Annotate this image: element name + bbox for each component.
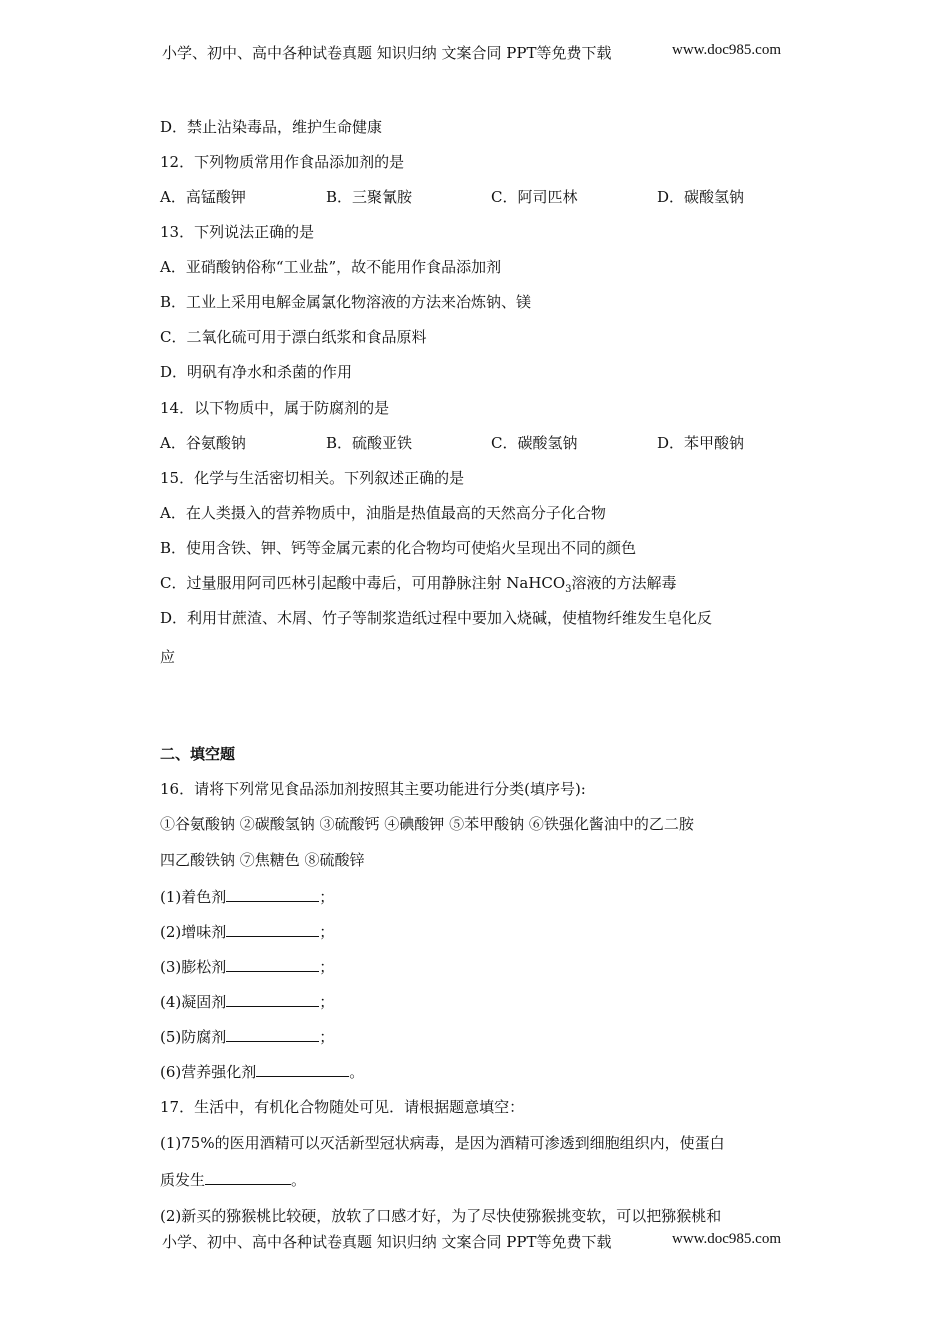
q16-item-4 — [160, 992, 334, 1012]
q16-item-end: 。 — [349, 1063, 365, 1081]
q17-part1-pre: 质发生 — [160, 1171, 206, 1189]
q15-option-a: A．在人类摄入的营养物质中，油脂是热值最高的天然高分子化合物 — [160, 504, 606, 522]
header-site-link[interactable]: www.doc985.com — [672, 42, 782, 58]
q12-options — [160, 187, 780, 207]
q17-part2-line1: (2)新买的猕猴桃比较硬，放软了口感才好，为了尽快使猕猴挑变软，可以把猕猴桃和 — [160, 1207, 722, 1225]
q12-option-a: A．高锰酸钾 — [160, 188, 246, 206]
q14-option-a: A．谷氨酸钠 — [160, 434, 246, 452]
q15-stem: 15．化学与生活密切相关。下列叙述正确的是 — [160, 469, 465, 487]
q16-item-1 — [160, 887, 334, 907]
q17-part1-line1: (1)75%的医用酒精可以灭活新型冠状病毒，是因为酒精可渗透到细胞组织内，使蛋白 — [160, 1134, 725, 1152]
page-header — [162, 42, 782, 63]
header-text: 小学、初中、高中各种试卷真题 知识归纳 文案合同 PPT等免费下载 — [162, 44, 612, 62]
q14-stem: 14．以下物质中，属于防腐剂的是 — [160, 399, 390, 417]
q15-option-c-sub: 3 — [565, 584, 572, 595]
q15-option-c — [160, 573, 677, 593]
q16-item-label: (2)增味剂 — [160, 923, 227, 941]
q15-option-c-pre: C．过量服用阿司匹林引起酸中毒后，可用静脉注射 NaHCO — [160, 574, 566, 592]
q16-item-6 — [160, 1062, 364, 1082]
q16-item-end: ； — [319, 993, 335, 1011]
q11-option-d: D．禁止沾染毒品，维护生命健康 — [160, 118, 383, 136]
q16-item-end: ； — [319, 888, 335, 906]
q16-item-end: ； — [319, 1028, 335, 1046]
answer-blank[interactable] — [205, 1170, 291, 1185]
footer-text: 小学、初中、高中各种试卷真题 知识归纳 文案合同 PPT等免费下载 — [162, 1233, 612, 1251]
q16-list-line2: 四乙酸铁钠 ⑦焦糖色 ⑧硫酸锌 — [160, 851, 365, 869]
answer-blank[interactable] — [226, 992, 319, 1007]
answer-blank[interactable] — [256, 1062, 349, 1077]
q12-option-b: B．三聚氰胺 — [326, 188, 413, 206]
q16-item-end: ； — [319, 923, 335, 941]
q17-part1-post: 。 — [291, 1171, 307, 1189]
q16-item-label: (4)凝固剂 — [160, 993, 227, 1011]
q14-options — [160, 433, 780, 453]
q12-option-c: C．阿司匹林 — [491, 188, 578, 206]
q15-option-c-post: 溶液的方法解毒 — [571, 574, 677, 592]
answer-blank[interactable] — [226, 1027, 319, 1042]
answer-blank[interactable] — [226, 887, 319, 902]
section-title-fill-in: 二、填空题 — [160, 745, 236, 763]
q13-option-c: C．二氧化硫可用于漂白纸浆和食品原料 — [160, 328, 427, 346]
answer-blank[interactable] — [226, 957, 319, 972]
q16-item-2 — [160, 922, 334, 942]
q12-option-d: D．碳酸氢钠 — [657, 188, 745, 206]
page-footer — [162, 1231, 782, 1252]
footer-site-link[interactable]: www.doc985.com — [672, 1231, 782, 1247]
q13-option-b: B．工业上采用电解金属氯化物溶液的方法来冶炼钠、镁 — [160, 293, 532, 311]
q16-stem: 16．请将下列常见食品添加剂按照其主要功能进行分类(填序号): — [160, 780, 586, 798]
q14-option-d: D．苯甲酸钠 — [657, 434, 745, 452]
q15-option-d-line1: D．利用甘蔗渣、木屑、竹子等制浆造纸过程中要加入烧碱，使植物纤维发生皂化反 — [160, 609, 713, 627]
q16-item-label: (6)营养强化剂 — [160, 1063, 257, 1081]
q16-list-line1: ①谷氨酸钠 ②碳酸氢钠 ③硫酸钙 ④碘酸钾 ⑤苯甲酸钠 ⑥铁强化酱油中的乙二胺 — [160, 815, 694, 833]
q17-stem: 17．生活中，有机化合物随处可见．请根据题意填空： — [160, 1098, 525, 1116]
q16-item-end: ； — [319, 958, 335, 976]
q16-item-label: (3)膨松剂 — [160, 958, 227, 976]
q16-item-3 — [160, 957, 334, 977]
q16-item-label: (1)着色剂 — [160, 888, 227, 906]
q16-item-label: (5)防腐剂 — [160, 1028, 227, 1046]
q16-item-5 — [160, 1027, 334, 1047]
q13-option-a: A．亚硝酸钠俗称“工业盐”，故不能用作食品添加剂 — [160, 258, 502, 276]
q14-option-b: B．硫酸亚铁 — [326, 434, 413, 452]
answer-blank[interactable] — [226, 922, 319, 937]
q17-part1-line2 — [160, 1170, 306, 1190]
q12-stem: 12．下列物质常用作食品添加剂的是 — [160, 153, 405, 171]
q13-option-d: D．明矾有净水和杀菌的作用 — [160, 363, 353, 381]
q15-option-b: B．使用含铁、钾、钙等金属元素的化合物均可使焰火呈现出不同的颜色 — [160, 539, 637, 557]
q14-option-c: C．碳酸氢钠 — [491, 434, 578, 452]
q13-stem: 13．下列说法正确的是 — [160, 223, 315, 241]
q15-option-d-line2: 应 — [160, 648, 176, 666]
